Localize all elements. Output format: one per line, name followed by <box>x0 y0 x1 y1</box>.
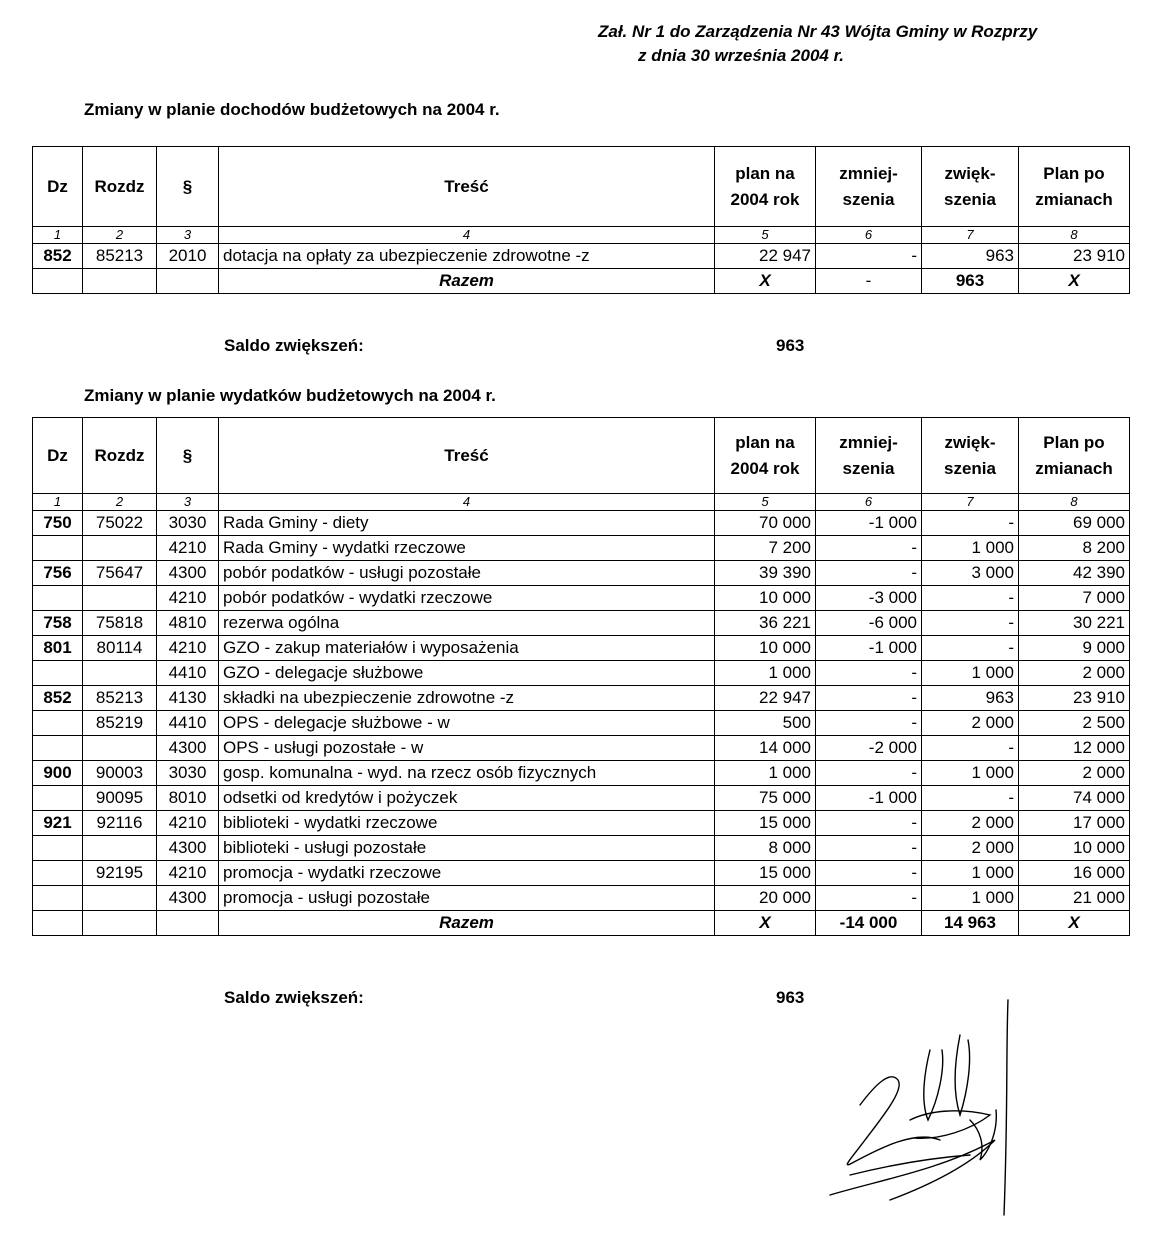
col-header-plan: plan na 2004 rok <box>715 418 816 494</box>
cell-dz <box>33 661 83 686</box>
cell-rozdz: 90095 <box>83 786 157 811</box>
col-header-dz: Dz <box>33 418 83 494</box>
cell-plan: 1 000 <box>715 761 816 786</box>
cell-tresc: OPS - delegacje służbowe - w <box>219 711 715 736</box>
cell-rozdz <box>83 661 157 686</box>
cell-tresc: rezerwa ogólna <box>219 611 715 636</box>
cell-rozdz <box>83 836 157 861</box>
cell-rozdz: 92116 <box>83 811 157 836</box>
cell-zwiekszenia: 963 <box>922 686 1019 711</box>
expense-saldo-value: 963 <box>776 988 805 1007</box>
table-row <box>33 611 1130 636</box>
total-plan: X <box>715 911 816 936</box>
col-header-paragraph: § <box>157 418 219 494</box>
cell-zmniejszenia: -6 000 <box>816 611 922 636</box>
cell-paragraph: 4210 <box>157 861 219 886</box>
cell-zwiekszenia: - <box>922 586 1019 611</box>
cell-rozdz: 90003 <box>83 761 157 786</box>
cell-zwiekszenia: - <box>922 611 1019 636</box>
cell-zmniejszenia: - <box>816 761 922 786</box>
cell-tresc: dotacja na opłaty za ubezpieczenie zdrowotne -z <box>219 244 715 269</box>
header-line-2: z dnia 30 września 2004 r. <box>638 46 845 65</box>
cell-plan-po: 7 000 <box>1019 586 1130 611</box>
table-row <box>33 836 1130 861</box>
column-number: 8 <box>1019 494 1130 511</box>
table-row <box>33 861 1130 886</box>
total-row <box>33 269 1130 294</box>
cell-zwiekszenia: 2 000 <box>922 811 1019 836</box>
cell-zmniejszenia: - <box>816 811 922 836</box>
cell-dz <box>33 736 83 761</box>
table-row <box>33 736 1130 761</box>
column-number-row <box>33 494 1130 511</box>
cell-plan: 36 221 <box>715 611 816 636</box>
cell-paragraph: 3030 <box>157 761 219 786</box>
cell-paragraph: 4300 <box>157 836 219 861</box>
col-header-paragraph: § <box>157 147 219 227</box>
col-header-plan-po: Plan po zmianach <box>1019 147 1130 227</box>
header-line-1: Zał. Nr 1 do Zarządzenia Nr 43 Wójta Gminy w Rozprzy <box>598 22 1038 41</box>
cell-zwiekszenia: - <box>922 736 1019 761</box>
cell-plan: 15 000 <box>715 811 816 836</box>
cell-dz: 900 <box>33 761 83 786</box>
cell-paragraph: 4210 <box>157 811 219 836</box>
cell-tresc: OPS - usługi pozostałe - w <box>219 736 715 761</box>
cell-dz <box>33 886 83 911</box>
cell-zwiekszenia: 1 000 <box>922 536 1019 561</box>
cell-rozdz <box>83 736 157 761</box>
cell-tresc: biblioteki - usługi pozostałe <box>219 836 715 861</box>
cell-zwiekszenia: 1 000 <box>922 861 1019 886</box>
cell-dz <box>33 536 83 561</box>
cell-zmniejszenia: - <box>816 861 922 886</box>
cell-zmniejszenia: -1 000 <box>816 511 922 536</box>
table-row <box>33 786 1130 811</box>
table-row <box>33 561 1130 586</box>
cell-plan: 10 000 <box>715 586 816 611</box>
cell-zwiekszenia: 3 000 <box>922 561 1019 586</box>
table-row <box>33 511 1130 536</box>
cell-plan: 20 000 <box>715 886 816 911</box>
cell-rozdz: 75022 <box>83 511 157 536</box>
cell-plan-po: 2 000 <box>1019 661 1130 686</box>
cell-tresc: pobór podatków - usługi pozostałe <box>219 561 715 586</box>
cell-plan-po: 8 200 <box>1019 536 1130 561</box>
cell-dz <box>33 861 83 886</box>
cell-tresc: Rada Gminy - wydatki rzeczowe <box>219 536 715 561</box>
total-zwiekszenia: 14 963 <box>922 911 1019 936</box>
table-row <box>33 686 1130 711</box>
column-number: 8 <box>1019 227 1130 244</box>
col-header-dz: Dz <box>33 147 83 227</box>
cell-zwiekszenia: - <box>922 786 1019 811</box>
column-number: 7 <box>922 227 1019 244</box>
cell-rozdz <box>83 886 157 911</box>
table-row <box>33 711 1130 736</box>
total-zwiekszenia: 963 <box>922 269 1019 294</box>
cell-plan: 7 200 <box>715 536 816 561</box>
cell-plan-po: 17 000 <box>1019 811 1130 836</box>
income-section-title: Zmiany w planie dochodów budżetowych na 2004 r. <box>84 100 500 119</box>
cell-plan-po: 9 000 <box>1019 636 1130 661</box>
cell-paragraph: 8010 <box>157 786 219 811</box>
cell-empty <box>157 911 219 936</box>
cell-dz: 756 <box>33 561 83 586</box>
income-saldo-value: 963 <box>776 336 805 355</box>
cell-plan: 500 <box>715 711 816 736</box>
cell-empty <box>33 269 83 294</box>
cell-plan-po: 2 500 <box>1019 711 1130 736</box>
table-row <box>33 244 1130 269</box>
cell-rozdz: 75647 <box>83 561 157 586</box>
cell-plan-po: 42 390 <box>1019 561 1130 586</box>
column-number: 3 <box>157 494 219 511</box>
cell-tresc: gosp. komunalna - wyd. na rzecz osób fizycznych <box>219 761 715 786</box>
cell-paragraph: 3030 <box>157 511 219 536</box>
cell-rozdz: 75818 <box>83 611 157 636</box>
cell-plan-po: 23 910 <box>1019 244 1130 269</box>
cell-dz <box>33 711 83 736</box>
cell-plan-po: 30 221 <box>1019 611 1130 636</box>
column-number: 2 <box>83 494 157 511</box>
column-number: 2 <box>83 227 157 244</box>
cell-plan: 1 000 <box>715 661 816 686</box>
cell-zwiekszenia: 1 000 <box>922 761 1019 786</box>
total-label: Razem <box>219 911 715 936</box>
expense-table <box>32 417 1130 936</box>
cell-plan: 22 947 <box>715 686 816 711</box>
table-row <box>33 661 1130 686</box>
cell-zmniejszenia: - <box>816 244 922 269</box>
cell-empty <box>33 911 83 936</box>
col-header-tresc: Treść <box>219 147 715 227</box>
column-number: 7 <box>922 494 1019 511</box>
column-number: 6 <box>816 494 922 511</box>
total-label: Razem <box>219 269 715 294</box>
cell-paragraph: 4130 <box>157 686 219 711</box>
cell-zmniejszenia: - <box>816 836 922 861</box>
cell-paragraph: 2010 <box>157 244 219 269</box>
cell-zmniejszenia: -2 000 <box>816 736 922 761</box>
cell-dz: 852 <box>33 686 83 711</box>
cell-plan-po: 12 000 <box>1019 736 1130 761</box>
table-row <box>33 586 1130 611</box>
cell-paragraph: 4210 <box>157 536 219 561</box>
cell-plan: 15 000 <box>715 861 816 886</box>
cell-empty <box>83 911 157 936</box>
cell-tresc: odsetki od kredytów i pożyczek <box>219 786 715 811</box>
cell-zwiekszenia: 1 000 <box>922 886 1019 911</box>
col-header-rozdz: Rozdz <box>83 147 157 227</box>
table-row <box>33 636 1130 661</box>
col-header-zwiekszenia: zwięk- szenia <box>922 418 1019 494</box>
cell-zmniejszenia: - <box>816 661 922 686</box>
cell-zwiekszenia: 1 000 <box>922 661 1019 686</box>
cell-tresc: GZO - zakup materiałów i wyposażenia <box>219 636 715 661</box>
cell-rozdz <box>83 586 157 611</box>
cell-zwiekszenia: 2 000 <box>922 711 1019 736</box>
cell-paragraph: 4410 <box>157 711 219 736</box>
cell-tresc: Rada Gminy - diety <box>219 511 715 536</box>
cell-zmniejszenia: - <box>816 711 922 736</box>
cell-zmniejszenia: -3 000 <box>816 586 922 611</box>
column-number: 4 <box>219 227 715 244</box>
cell-dz: 758 <box>33 611 83 636</box>
cell-plan-po: 21 000 <box>1019 886 1130 911</box>
income-saldo-label: Saldo zwiększeń: <box>224 336 364 355</box>
total-plan: X <box>715 269 816 294</box>
column-number: 6 <box>816 227 922 244</box>
cell-plan-po: 10 000 <box>1019 836 1130 861</box>
col-header-plan-po: Plan po zmianach <box>1019 418 1130 494</box>
cell-rozdz: 85213 <box>83 244 157 269</box>
column-number-row <box>33 227 1130 244</box>
cell-tresc: promocja - usługi pozostałe <box>219 886 715 911</box>
cell-tresc: składki na ubezpieczenie zdrowotne -z <box>219 686 715 711</box>
cell-paragraph: 4210 <box>157 586 219 611</box>
cell-zmniejszenia: - <box>816 686 922 711</box>
column-number: 1 <box>33 227 83 244</box>
cell-plan: 8 000 <box>715 836 816 861</box>
cell-dz <box>33 836 83 861</box>
table-row <box>33 886 1130 911</box>
cell-plan-po: 74 000 <box>1019 786 1130 811</box>
column-number: 5 <box>715 227 816 244</box>
cell-plan: 75 000 <box>715 786 816 811</box>
cell-paragraph: 4300 <box>157 736 219 761</box>
cell-rozdz <box>83 536 157 561</box>
cell-tresc: biblioteki - wydatki rzeczowe <box>219 811 715 836</box>
cell-plan-po: 23 910 <box>1019 686 1130 711</box>
cell-plan-po: 69 000 <box>1019 511 1130 536</box>
cell-zmniejszenia: - <box>816 536 922 561</box>
cell-zmniejszenia: - <box>816 561 922 586</box>
cell-dz <box>33 786 83 811</box>
cell-tresc: pobór podatków - wydatki rzeczowe <box>219 586 715 611</box>
cell-plan: 14 000 <box>715 736 816 761</box>
cell-plan: 39 390 <box>715 561 816 586</box>
expense-saldo-label: Saldo zwiększeń: <box>224 988 364 1007</box>
cell-plan: 10 000 <box>715 636 816 661</box>
cell-zwiekszenia: - <box>922 511 1019 536</box>
cell-plan: 70 000 <box>715 511 816 536</box>
cell-paragraph: 4810 <box>157 611 219 636</box>
cell-zmniejszenia: - <box>816 886 922 911</box>
cell-plan-po: 2 000 <box>1019 761 1130 786</box>
total-zmniejszenia: - <box>816 269 922 294</box>
table-row <box>33 536 1130 561</box>
total-zmniejszenia: -14 000 <box>816 911 922 936</box>
col-header-zwiekszenia: zwięk- szenia <box>922 147 1019 227</box>
income-table <box>32 146 1130 294</box>
cell-dz: 852 <box>33 244 83 269</box>
table-row <box>33 761 1130 786</box>
expense-section-title: Zmiany w planie wydatków budżetowych na 2004 r. <box>84 386 496 405</box>
col-header-zmniejszenia: zmniej- szenia <box>816 147 922 227</box>
column-number: 1 <box>33 494 83 511</box>
cell-zmniejszenia: -1 000 <box>816 786 922 811</box>
col-header-zmniejszenia: zmniej- szenia <box>816 418 922 494</box>
cell-rozdz: 85213 <box>83 686 157 711</box>
column-number: 3 <box>157 227 219 244</box>
cell-paragraph: 4300 <box>157 561 219 586</box>
col-header-rozdz: Rozdz <box>83 418 157 494</box>
total-plan-po: X <box>1019 269 1130 294</box>
cell-paragraph: 4300 <box>157 886 219 911</box>
total-row <box>33 911 1130 936</box>
cell-rozdz: 85219 <box>83 711 157 736</box>
total-plan-po: X <box>1019 911 1130 936</box>
cell-dz <box>33 586 83 611</box>
cell-empty <box>83 269 157 294</box>
cell-dz: 750 <box>33 511 83 536</box>
signature-image <box>820 990 1040 1230</box>
cell-tresc: promocja - wydatki rzeczowe <box>219 861 715 886</box>
cell-plan: 22 947 <box>715 244 816 269</box>
cell-dz: 921 <box>33 811 83 836</box>
table-row <box>33 811 1130 836</box>
cell-plan-po: 16 000 <box>1019 861 1130 886</box>
column-number: 4 <box>219 494 715 511</box>
cell-zwiekszenia: - <box>922 636 1019 661</box>
cell-empty <box>157 269 219 294</box>
col-header-tresc: Treść <box>219 418 715 494</box>
cell-zwiekszenia: 2 000 <box>922 836 1019 861</box>
col-header-plan: plan na 2004 rok <box>715 147 816 227</box>
cell-rozdz: 80114 <box>83 636 157 661</box>
column-number: 5 <box>715 494 816 511</box>
cell-paragraph: 4210 <box>157 636 219 661</box>
cell-zmniejszenia: -1 000 <box>816 636 922 661</box>
cell-dz: 801 <box>33 636 83 661</box>
cell-zwiekszenia: 963 <box>922 244 1019 269</box>
cell-rozdz: 92195 <box>83 861 157 886</box>
cell-tresc: GZO - delegacje służbowe <box>219 661 715 686</box>
cell-paragraph: 4410 <box>157 661 219 686</box>
